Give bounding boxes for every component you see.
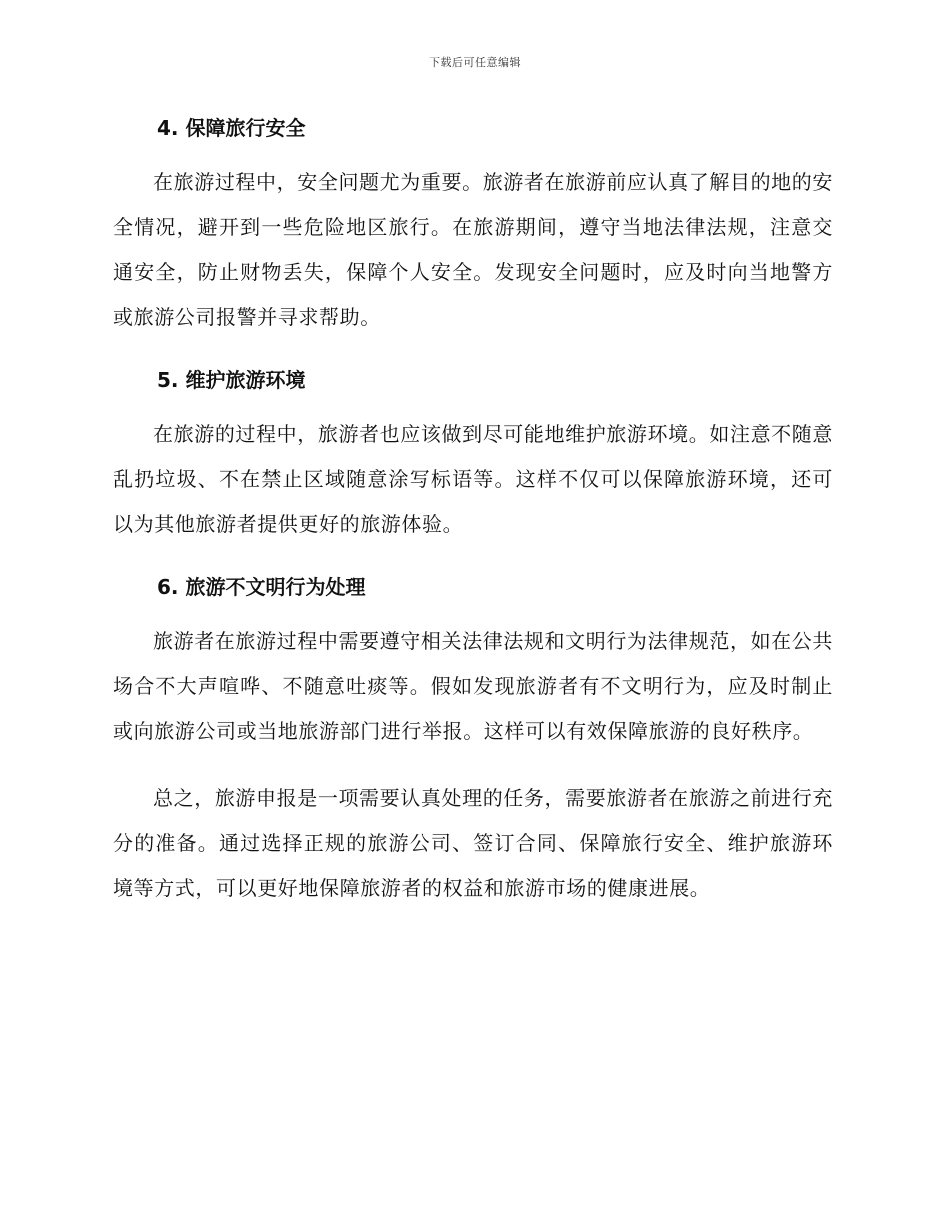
section-paragraph-safety: 在旅游过程中，安全问题尤为重要。旅游者在旅游前应认真了解目的地的安全情况，避开到一些危险地区旅行。在旅游期间，遵守当地法律法规，注意交通安全，防止财物丢失，保障个人安全。发现安全问题时，应及时向当地警方或旅游公司报警并寻求帮助。 xyxy=(113,170,833,329)
section-heading-uncivil-behavior: 6. 旅游不文明行为处理 xyxy=(157,575,366,599)
section-paragraph-uncivil-behavior: 旅游者在旅游过程中需要遵守相关法律法规和文明行为法律规范，如在公共场合不大声喧哗、不随意吐痰等。假如发现旅游者有不文明行为，应及时制止或向旅游公司或当地旅游部门进行举报。这样可以有效保障旅游的良好秩序。 xyxy=(113,629,833,743)
section-paragraph-environment: 在旅游的过程中，旅游者也应该做到尽可能地维护旅游环境。如注意不随意乱扔垃圾、不在禁止区域随意涂写标语等。这样不仅可以保障旅游环境，还可以为其他旅游者提供更好的旅游体验。 xyxy=(113,422,833,536)
document-body xyxy=(113,110,833,911)
conclusion-paragraph: 总之，旅游申报是一项需要认真处理的任务，需要旅游者在旅游之前进行充分的准备。通过选择正规的旅游公司、签订合同、保障旅行安全、维护旅游环境等方式，可以更好地保障旅游者的权益和旅游市场的健康进展。 xyxy=(113,786,833,900)
page-header-note: 下载后可任意编辑 xyxy=(429,56,521,69)
section-heading-safety: 4. 保障旅行安全 xyxy=(157,116,306,140)
section-heading-environment: 5. 维护旅游环境 xyxy=(157,368,306,392)
